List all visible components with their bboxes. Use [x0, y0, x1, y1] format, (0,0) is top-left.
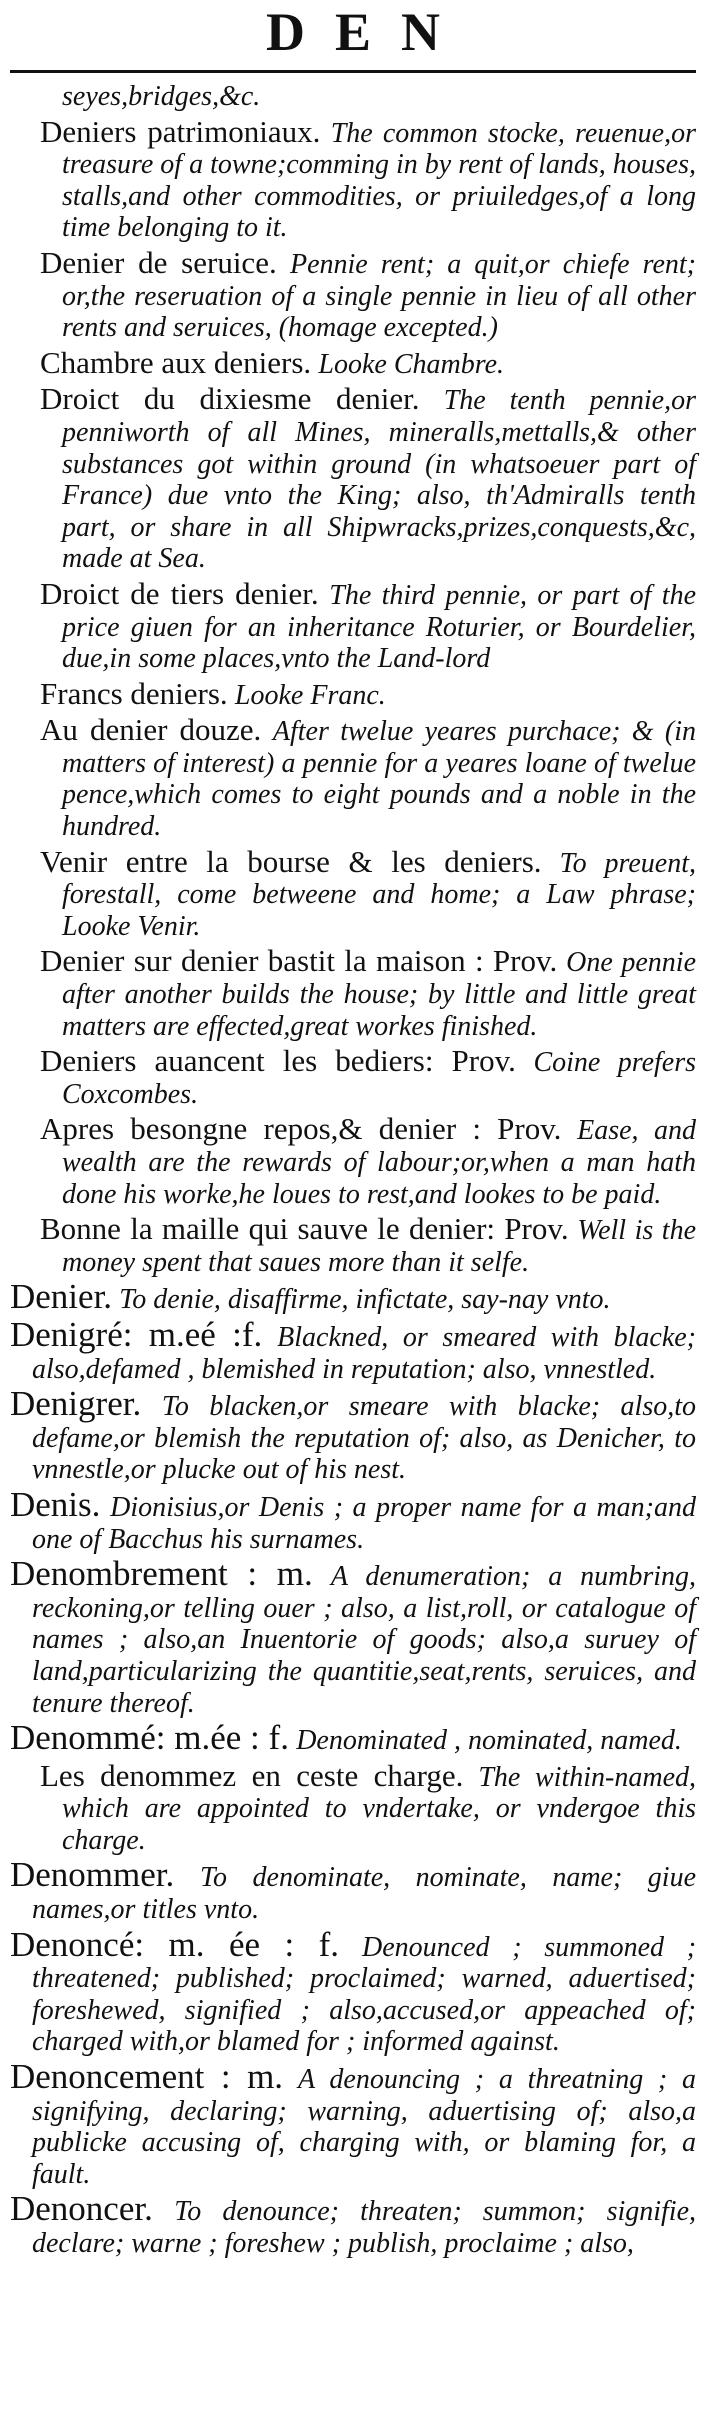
entry-headword: Denombrement : m. [10, 1554, 313, 1594]
entry-headword: Denier. [10, 1277, 113, 1317]
entry-headword: Denier de seruice. [40, 244, 277, 280]
dictionary-entry [10, 344, 696, 381]
entry-headword: Denis. [10, 1484, 101, 1524]
entry-headword: Denoncé: m. ée : f. [10, 1924, 340, 1964]
entry-headword: Francs deniers. [40, 675, 228, 711]
entry-definition: After twelue yeares purchace; & (in matters of interest) a pennie for a yeares loane of twelue pence,which comes to eight pounds and a noble in the hundred. [62, 716, 696, 843]
entry-definition: To denounce; threaten; summon; signifie, declare; warne ; foreshew ; publish, proclaime ; also, [32, 2196, 697, 2259]
dictionary-entry [10, 1384, 696, 1486]
dictionary-entry [10, 675, 696, 712]
entry-headword: Denommer. [10, 1855, 175, 1895]
entry-headword: Au denier douze. [40, 712, 262, 748]
dictionary-entry [10, 714, 696, 842]
entry-headword: Denoncement : m. [10, 2057, 284, 2097]
entry-definition: The tenth pennie,or penniworth of all Mines, mineralls,mettalls,& other substances got within ground (in whatsoeuer part of France) due vnto the King; also, th'Admiralls tenth part, or share in all Shipwracks,prizes,conquests,&c, made at Sea. [62, 385, 696, 575]
dictionary-entry [10, 1314, 697, 1385]
entry-definition: To denominate, nominate, name; giue names,or titles vnto. [32, 1862, 697, 1926]
entry-definition: Looke Franc. [234, 679, 386, 711]
entry-definition: Coine prefers Coxcombes. [62, 1047, 696, 1110]
entry-headword: Deniers patrimoniaux. [40, 113, 321, 149]
entry-definition: A denumeration; a numbring, reckoning,or telling ouer ; also, a list,roll, or catalogue of names ; also,an Inuentorie of goods; also,a suruey of land,particularizing the quantitie,seat,rents, seruices, and tenure thereof. [32, 1561, 696, 1719]
entry-definition: Looke Chambre. [318, 348, 505, 380]
dictionary-entry [10, 1855, 697, 1926]
dictionary-entry [10, 1484, 697, 1555]
entry-definition: To preuent, forestall, come betweene and home; a Law phrase; Looke Venir. [62, 847, 697, 942]
entry-headword: Apres besongne repos,& denier : Prov. [40, 1111, 562, 1147]
dictionary-entry [10, 1213, 696, 1278]
entry-definition: seyes,bridges,&c. [62, 81, 261, 112]
dictionary-entry [10, 843, 697, 943]
page-header: DEN [265, 2, 470, 62]
entry-definition: One pennie after another builds the house; by little and little great matters are effected,great workes finished. [62, 947, 697, 1042]
entry-definition: Denounced ; summoned ; threatened; published; proclaimed; warned, aduertised; foreshewed, signified ; also,accused,or appeached of; charged with,or blamed for ; informed against. [32, 1931, 697, 2058]
dictionary-entry [10, 2189, 697, 2259]
entry-headword: Droict de tiers denier. [40, 575, 319, 611]
entry-headword: Denigré: m.eé :f. [10, 1314, 263, 1354]
entry-headword: Denommé: m.ée : f. [10, 1718, 289, 1758]
entry-headword: Chambre aux deniers. [40, 344, 312, 380]
entry-headword: Les denommez en ceste charge. [40, 1757, 464, 1793]
entry-definition: Pennie rent; a quit,or chiefe rent; or,the reseruation of a single pennie in lieu of all other rents and seruices, (homage excepted.) [62, 248, 696, 344]
entry-definition: Well is the money spent that saues more than it selfe. [62, 1215, 696, 1278]
entry-definition: The common stocke, reuenue,or treasure of a towne;comming in by rent of lands, houses, stalls,and other commodities, or priuiledges,of a long time belonging to it. [62, 117, 697, 244]
dictionary-entry [10, 1045, 696, 1110]
entry-headword: Droict du dixiesme denier. [40, 381, 420, 417]
entry-headword: Bonne la maille qui sauve le denier: Prov. [40, 1211, 569, 1247]
dictionary-entry [10, 1757, 696, 1857]
entry-definition: Ease, and wealth are the rewards of labour;or,when a man hath done his worke,he loues to rest,and lookes to be paid. [62, 1115, 696, 1210]
entry-definition: To blacken,or smeare with blacke; also,to defame,or blemish the reputation of; also, as Denicher, to vnnestle,or plucke out of his nest. [32, 1391, 696, 1486]
entry-headword: Denigrer. [10, 1384, 142, 1424]
dictionary-entry [10, 244, 696, 344]
entry-definition: Blackned, or smeared with blacke; also,defamed , blemished in reputation; also, vnnestled. [32, 1321, 697, 1385]
dictionary-entry [10, 113, 697, 244]
entry-headword: Venir entre la bourse & les deniers. [40, 843, 542, 879]
entry-headword: Denoncer. [10, 2189, 153, 2229]
entry-definition: Denominated , nominated, named. [296, 1725, 682, 1757]
entry-definition: The within-named, which are appointed to vndertake, or vndergoe this charge. [62, 1761, 696, 1856]
header-rule [10, 70, 696, 73]
entry-headword: Deniers auancent les bediers: Prov. [40, 1043, 516, 1079]
dictionary-entry [10, 1924, 697, 2058]
dictionary-entry [10, 945, 696, 1042]
entry-definition: A denouncing ; a threatning ; a signifying, declaring; warning, aduertising of; also,a publicke accusing of, charging with, or blaming for, a fault. [32, 2064, 696, 2190]
dictionary-entry [10, 2057, 696, 2190]
dictionary-entry [10, 81, 696, 113]
entry-headword: Denier sur denier bastit la maison : Prov. [40, 943, 558, 979]
dictionary-entry [10, 575, 696, 675]
entry-definition: To denie, disaffirme, infictate, say-nay vnto. [119, 1284, 611, 1316]
dictionary-entry [10, 1113, 696, 1210]
dictionary-entry [10, 383, 696, 575]
dictionary-entry [10, 1554, 696, 1719]
dictionary-entry [10, 1277, 696, 1317]
entry-definition: Dionisius,or Denis ; a proper name for a man;and one of Bacchus his surnames. [32, 1491, 697, 1555]
entry-list [10, 81, 696, 2260]
entry-definition: The third pennie, or part of the price giuen for an inheritance Roturier, or Bourdelier, due,in some places,vnto the Land-lord [62, 579, 696, 675]
dictionary-entry [10, 1718, 696, 1758]
